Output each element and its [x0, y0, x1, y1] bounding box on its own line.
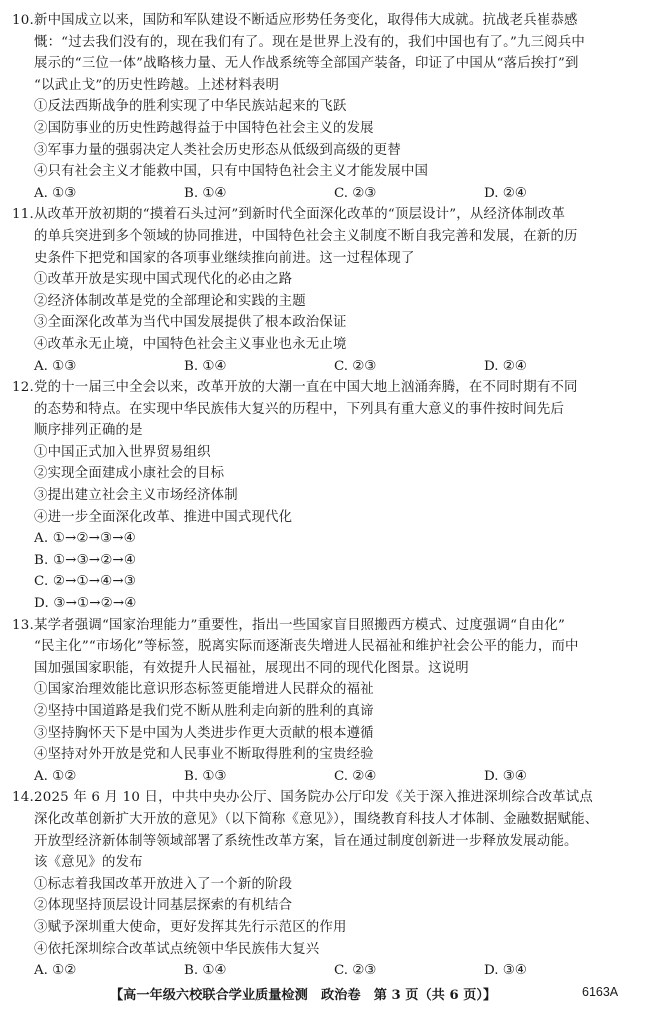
answer-choice-c[interactable]: C. ②④	[334, 768, 377, 784]
question-number: 10.	[12, 13, 34, 28]
answer-choice-a[interactable]: A. ①②	[34, 963, 77, 979]
question-number: 14.	[12, 790, 34, 806]
question-number: 11.	[12, 207, 34, 223]
answer-choice-c[interactable]: C. ②→①→④→③	[34, 574, 136, 590]
option-statement: ②体现坚持顶层设计同基层探索的有机结合	[34, 898, 293, 914]
option-statement: ④依托深圳综合改革试点统领中华民族伟大复兴	[34, 941, 320, 957]
answer-choice-b[interactable]: B. ①→③→②→④	[34, 552, 137, 568]
question-stem-line: 深化改革创新扩大开放的意见》（以下简称《意见》），围绕教育科技人才体制、金融数据赋能、	[34, 811, 599, 827]
option-statement: ④进一步全面深化改革、推进中国式现代化	[34, 509, 293, 525]
option-statement: ④只有社会主义才能救中国，只有中国特色社会主义才能发展中国	[34, 164, 429, 180]
answer-choice-b[interactable]: B. ①④	[184, 358, 227, 374]
question-stem-line: “民主化”“市场化”等标签，脱离实际而逐渐丧失增进人民福祉和维护社会公平的能力，而中	[34, 639, 579, 655]
answer-choice-a[interactable]: A. ①③	[34, 358, 77, 374]
option-statement: ①国家治理效能比意识形态标签更能增进人民群众的福祉	[34, 682, 374, 698]
question-stem-line: 12.党的十一届三中全会以来，改革开放的大潮一直在中国大地上汹涌奔腾，在不同时期有不同	[12, 377, 634, 399]
question-stem-line: 国加强国家职能，有效提升人民福祉，展现出不同的现代化图景。这说明	[34, 660, 469, 676]
option-statement: ③坚持胸怀天下是中国为人类进步作更大贡献的根本遵循	[34, 725, 374, 741]
question-number: 13.	[12, 617, 34, 633]
option-statement: ①标志着我国改革开放进入了一个新的阶段	[34, 876, 293, 892]
answer-choice-d[interactable]: D. ②④	[484, 185, 527, 201]
answer-choice-c[interactable]: C. ②③	[334, 963, 377, 979]
answer-choices	[12, 183, 634, 205]
option-statement: ①改革开放是实现中国式现代化的必由之路	[34, 272, 293, 288]
answer-choice-b[interactable]: B. ①③	[184, 768, 227, 784]
answer-choice-a[interactable]: A. ①②	[34, 768, 77, 784]
question-stem-line: 该《意见》的发布	[34, 855, 143, 871]
answer-choice-a[interactable]: A. ①③	[34, 185, 77, 201]
question-11	[12, 204, 634, 377]
answer-choice-b[interactable]: B. ①④	[184, 963, 227, 979]
question-stem-line: 11.从改革开放初期的“摸着石头过河”到新时代全面深化改革的“顶层设计”，从经济体制改革	[12, 204, 634, 226]
answer-choice-a[interactable]: A. ①→②→③→④	[34, 531, 136, 547]
option-statement: ②经济体制改革是党的全部理论和实践的主题	[34, 293, 306, 309]
option-statement: ①中国正式加入世界贸易组织	[34, 444, 211, 460]
question-number: 12.	[12, 380, 34, 396]
answer-choice-d[interactable]: D. ②④	[484, 358, 527, 374]
option-statement: ②国防事业的历史性跨越得益于中国特色社会主义的发展	[34, 120, 374, 136]
question-stem-line: 慨：“过去我们没有的，现在我们有了。现在是世界上没有的，我们中国也有了。”九三阅兵中	[34, 34, 586, 50]
question-12	[12, 377, 634, 615]
question-stem-line: 13.某学者强调“国家治理能力”重要性，指出一些国家盲目照搬西方模式、过度强调“自由化”	[12, 615, 634, 637]
question-stem-line: 顺序排列正确的是	[34, 423, 143, 439]
option-statement: ②实现全面建成小康社会的目标	[34, 466, 225, 482]
answer-choices	[12, 766, 634, 788]
question-stem-line: 开放型经济新体制等领域部署了系统性改革方案，旨在通过制度创新进一步释放发展动能。	[34, 833, 578, 849]
option-statement: ③提出建立社会主义市场经济体制	[34, 488, 238, 504]
question-stem-line: 的单兵突进到多个领域的协同推进，中国特色社会主义制度不断自我完善和发展，在新的历	[34, 228, 578, 244]
option-statement: ③军事力量的强弱决定人类社会历史形态从低级到高级的更替	[34, 142, 401, 158]
question-stem-line: “以武止戈”的历史性跨越。上述材料表明	[34, 77, 280, 93]
answer-choice-b[interactable]: B. ①④	[184, 185, 227, 201]
option-statement: ②坚持中国道路是我们党不断从胜利走向新的胜利的真谛	[34, 704, 374, 719]
answer-choice-c[interactable]: C. ②③	[334, 358, 377, 374]
answer-choice-d[interactable]: D. ③④	[484, 963, 527, 979]
answer-choice-d[interactable]: D. ③→①→②→④	[34, 596, 137, 612]
option-statement: ③全面深化改革为当代中国发展提供了根本政治保证	[34, 315, 347, 331]
question-stem-line: 史条件下把党和国家的各项事业继续推向前进。这一过程体现了	[34, 250, 415, 266]
option-statement: ③赋予深圳重大使命，更好发挥其先行示范区的作用	[34, 919, 347, 935]
option-statement: ①反法西斯战争的胜利实现了中华民族站起来的飞跃	[34, 99, 347, 115]
answer-choice-c[interactable]: C. ②③	[334, 185, 377, 201]
option-statement: ④改革永无止境，中国特色社会主义事业也永无止境	[34, 336, 347, 352]
footer-exam-info: 【高一年级六校联合学业质量检测 政治卷 第 3 页（共 6 页）】	[110, 988, 497, 1003]
option-statement: ④坚持对外开放是党和人民事业不断取得胜利的宝贵经验	[34, 747, 374, 763]
answer-choice-d[interactable]: D. ③④	[484, 768, 527, 784]
question-stem-line: 展示的“三位一体”战略核力量、无人作战系统等全部国产装备，印证了中国从“落后挨打”到	[34, 56, 579, 72]
answer-choices	[12, 356, 634, 378]
question-stem-line: 14.2025 年 6 月 10 日，中共中央办公厅、国务院办公厅印发《关于深入推进深圳综合改革试点	[12, 787, 634, 809]
question-13	[12, 615, 634, 788]
question-10	[12, 10, 634, 204]
footer-paper-code: 6163A	[582, 985, 619, 999]
question-stem-line: 10.新中国成立以来，国防和军队建设不断适应形势任务变化，取得伟大成就。抗战老兵崔恭感	[12, 10, 634, 32]
question-stem-line: 的态势和特点。在实现中华民族伟大复兴的历程中，下列具有重大意义的事件按时间先后	[34, 401, 565, 417]
answer-choices	[12, 960, 634, 982]
question-14	[12, 787, 634, 981]
